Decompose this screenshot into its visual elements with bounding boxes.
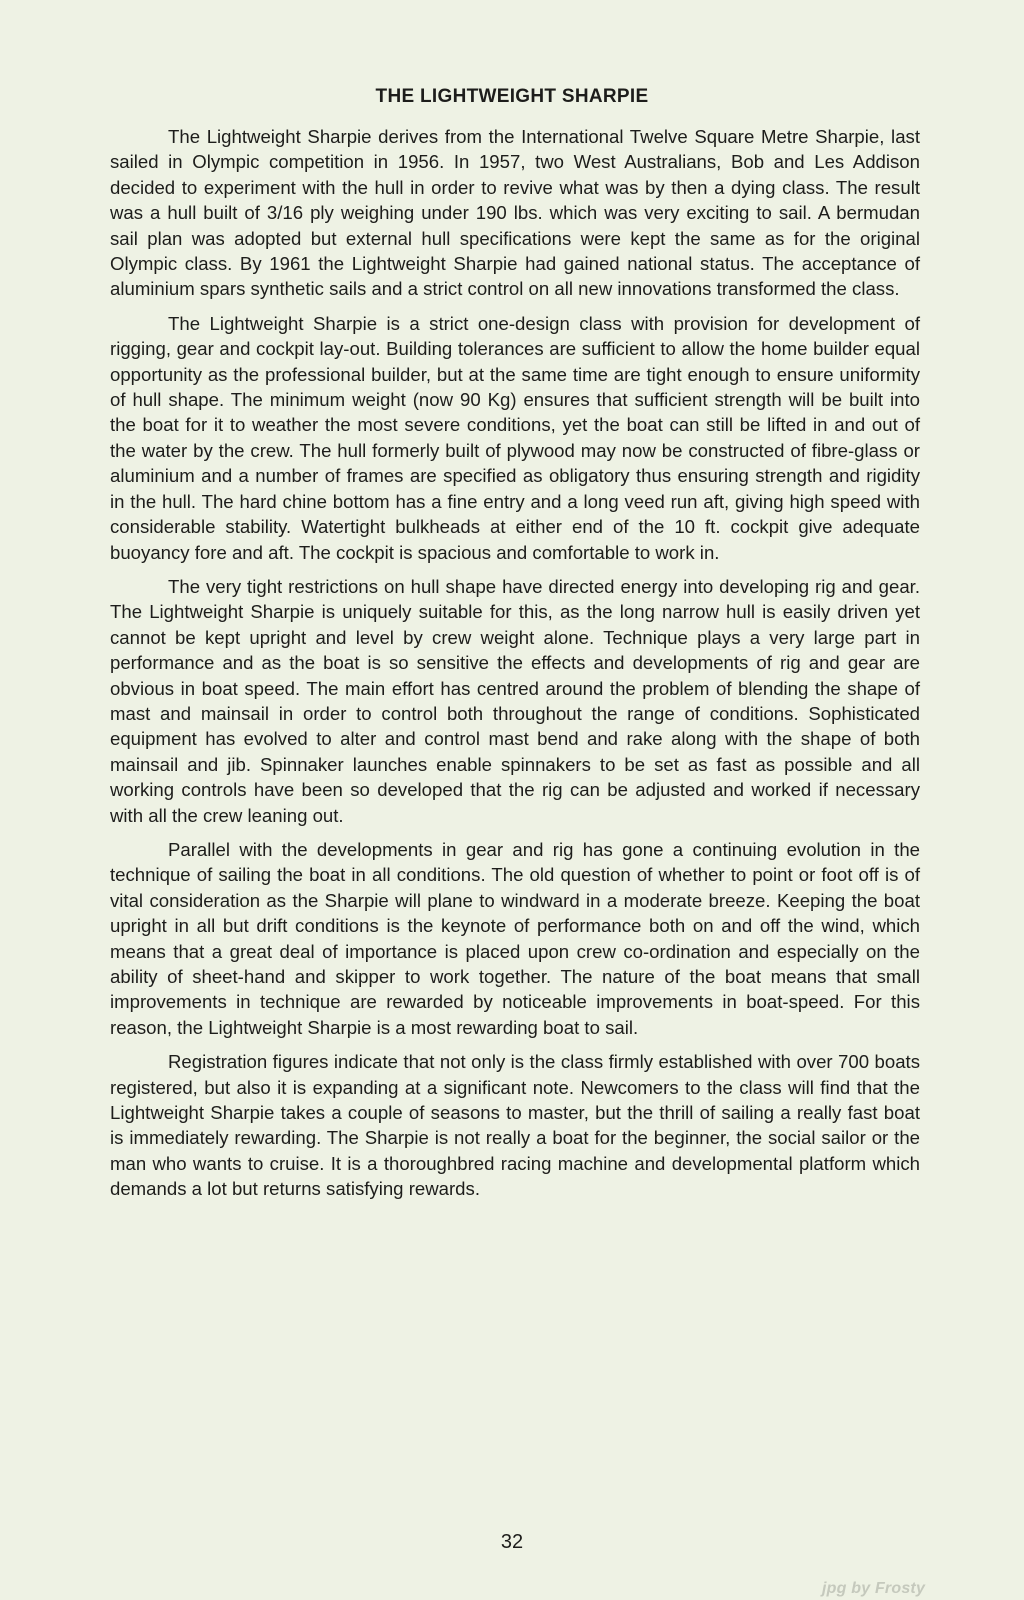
page-title: THE LIGHTWEIGHT SHARPIE <box>375 86 649 107</box>
paragraph-5: Registration figures indicate that not only is the class firmly established with over 700 boats registered, but also it is expanding at a significant note. Newcomers to the class will find that the Lightweight Sharpie takes a couple of seasons to master, but the thrill of sailing a really fast boat is immediately rewarding. The Sharpie is not really a boat for the beginner, the social sailor or the man who wants to cruise. It is a thoroughbred racing machine and developmental platform which demands a lot but returns satisfying rewards. <box>110 1051 920 1200</box>
paragraph-1: The Lightweight Sharpie derives from the International Twelve Square Metre Sharpie, last sailed in Olympic competition in 1956. In 1957, two West Australians, Bob and Les Addison decided to experiment with the hull in order to revive what was by then a dying class. The result was a hull built of 3/16 ply weighing under 190 lbs. which was very exciting to sail. A bermudan sail plan was adopted but external hull specifications were kept the same as for the original Olympic class. By 1961 the Lightweight Sharpie had gained national status. The acceptance of aluminium spars synthetic sails and a strict control on all new innovations transformed the class. <box>110 126 920 300</box>
paragraph-4: Parallel with the developments in gear and rig has gone a continuing evolution in the technique of sailing the boat in all conditions. The old question of whether to point or foot off is of vital consideration as the Sharpie will plane to windward in a moderate breeze. Keeping the boat upright in all but drift conditions is the keynote of performance both on and off the wind, which means that a great deal of importance is placed upon crew co-ordination and especially on the ability of sheet-hand and skipper to work together. The nature of the boat means that small improvements in technique are rewarded by noticeable improvements in boat-speed. For this reason, the Lightweight Sharpie is a most rewarding boat to sail. <box>110 838 920 1038</box>
watermark: jpg by Frosty <box>822 1580 926 1597</box>
paragraph-3: The very tight restrictions on hull shape have directed energy into developing rig and gear. The Lightweight Sharpie is uniquely suitable for this, as the long narrow hull is easily driven yet cannot be kept upright and level by crew weight alone. Technique plays a very large part in performance and as the boat is so sensitive the effects and developments of rig and gear are obvious in boat speed. The main effort has centred around the problem of blending the shape of mast and mainsail in order to control both throughout the range of conditions. Sophisticated equipment has evolved to alter and control mast bend and rake along with the shape of both mainsail and jib. Spinnaker launches enable spinnakers to be set as fast as possible and all working controls have been so developed that the rig can be adjusted and worked if necessary with all the crew leaning out. <box>110 575 920 826</box>
article-body <box>110 124 920 1211</box>
page-number: 32 <box>500 1531 524 1553</box>
paragraph-2: The Lightweight Sharpie is a strict one-design class with provision for development of rigging, gear and cockpit lay-out. Building tolerances are sufficient to allow the home builder equal opportunity as the professional builder, but at the same time are tight enough to ensure uniformity of hull shape. The minimum weight (now 90 Kg) ensures that sufficient strength will be built into the boat for it to weather the most severe conditions, yet the boat can still be lifted in and out of the water by the crew. The hull formerly built of plywood may now be constructed of fibre-glass or aluminium and a number of frames are specified as obligatory thus ensuring strength and rigidity in the hull. The hard chine bottom has a fine entry and a long veed run aft, giving high speed with considerable stability. Watertight bulkheads at either end of the 10 ft. cockpit give adequate buoyancy fore and aft. The cockpit is spacious and comfortable to work in. <box>110 312 920 563</box>
